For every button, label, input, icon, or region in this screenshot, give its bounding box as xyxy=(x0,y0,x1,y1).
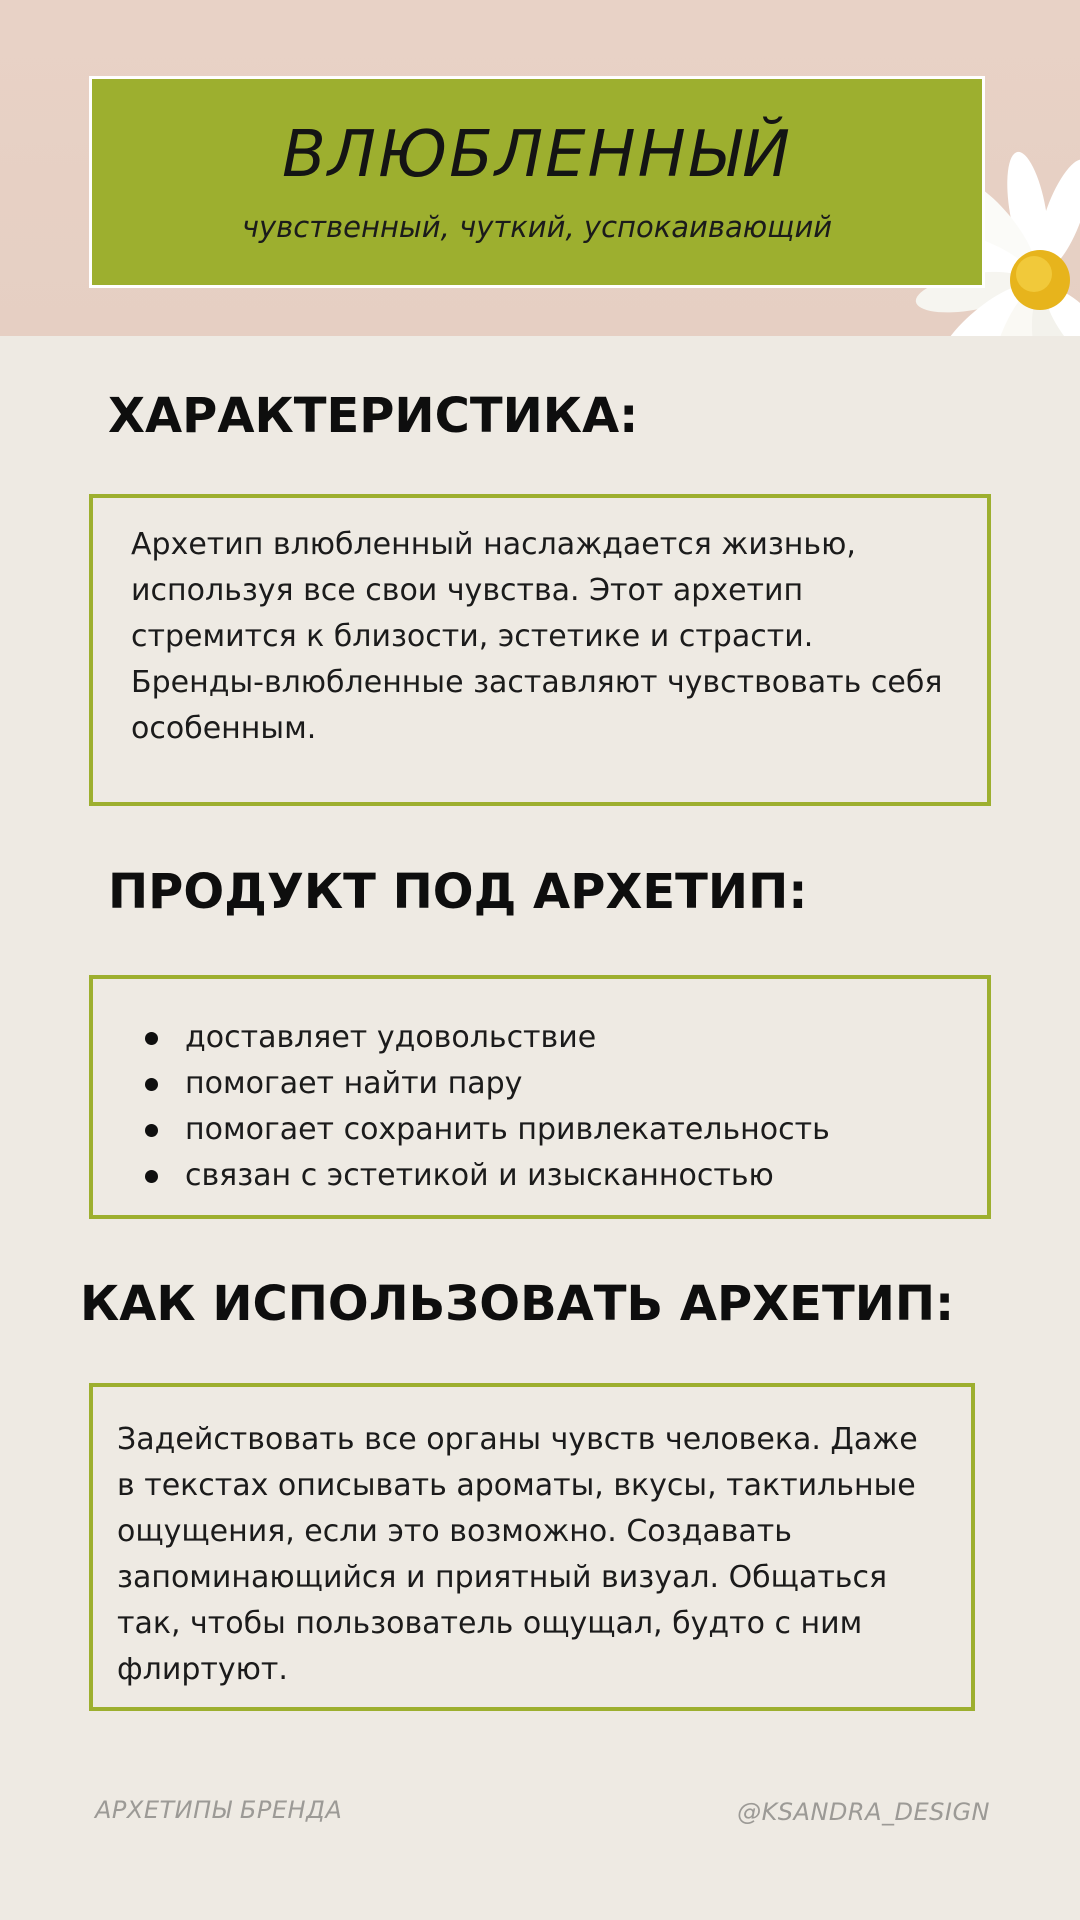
list-item-text: доставляет удовольствие xyxy=(185,1020,597,1055)
list-item-text: помогает найти пару xyxy=(185,1066,523,1101)
list-item xyxy=(145,1153,830,1199)
page-title: ВЛЮБЛЕННЫЙ xyxy=(281,118,793,192)
usage-card xyxy=(89,1383,975,1711)
characteristic-heading: ХАРАКТЕРИСТИКА: xyxy=(108,388,639,444)
list-item xyxy=(145,1061,830,1107)
product-list xyxy=(145,1015,830,1199)
characteristic-card xyxy=(89,494,991,806)
header-band xyxy=(0,0,1080,336)
footer-series-label: АРХЕТИПЫ БРЕНДА xyxy=(95,1796,343,1824)
page-subtitle: чувственный, чуткий, успокаивающий xyxy=(241,210,833,244)
list-item-text: помогает сохранить привлекательность xyxy=(185,1112,830,1147)
list-item xyxy=(145,1107,830,1153)
product-card xyxy=(89,975,991,1219)
usage-text: Задействовать все органы чувств человека. Даже в текстах описывать ароматы, вкусы, тактильные ощущения, если это возможно. Создавать запоминающийся и приятный визуал. Общаться так, чтобы пользователь ощущал, будто с ним флиртуют. xyxy=(117,1422,918,1687)
footer-handle: @KSANDRA_DESIGN xyxy=(737,1798,990,1826)
usage-heading: КАК ИСПОЛЬЗОВАТЬ АРХЕТИП: xyxy=(80,1276,955,1332)
title-box xyxy=(89,76,985,288)
bullet-icon xyxy=(145,1124,158,1137)
bullet-icon xyxy=(145,1078,158,1091)
characteristic-text: Архетип влюбленный наслаждается жизнью, используя все свои чувства. Этот архетип стремится к близости, эстетике и страсти. Бренды-влюбленные заставляют чувствовать себя особенным. xyxy=(131,527,943,746)
bullet-icon xyxy=(145,1032,158,1045)
bullet-icon xyxy=(145,1170,158,1183)
list-item xyxy=(145,1015,830,1061)
product-heading: ПРОДУКТ ПОД АРХЕТИП: xyxy=(108,864,808,920)
list-item-text: связан с эстетикой и изысканностью xyxy=(185,1158,774,1193)
